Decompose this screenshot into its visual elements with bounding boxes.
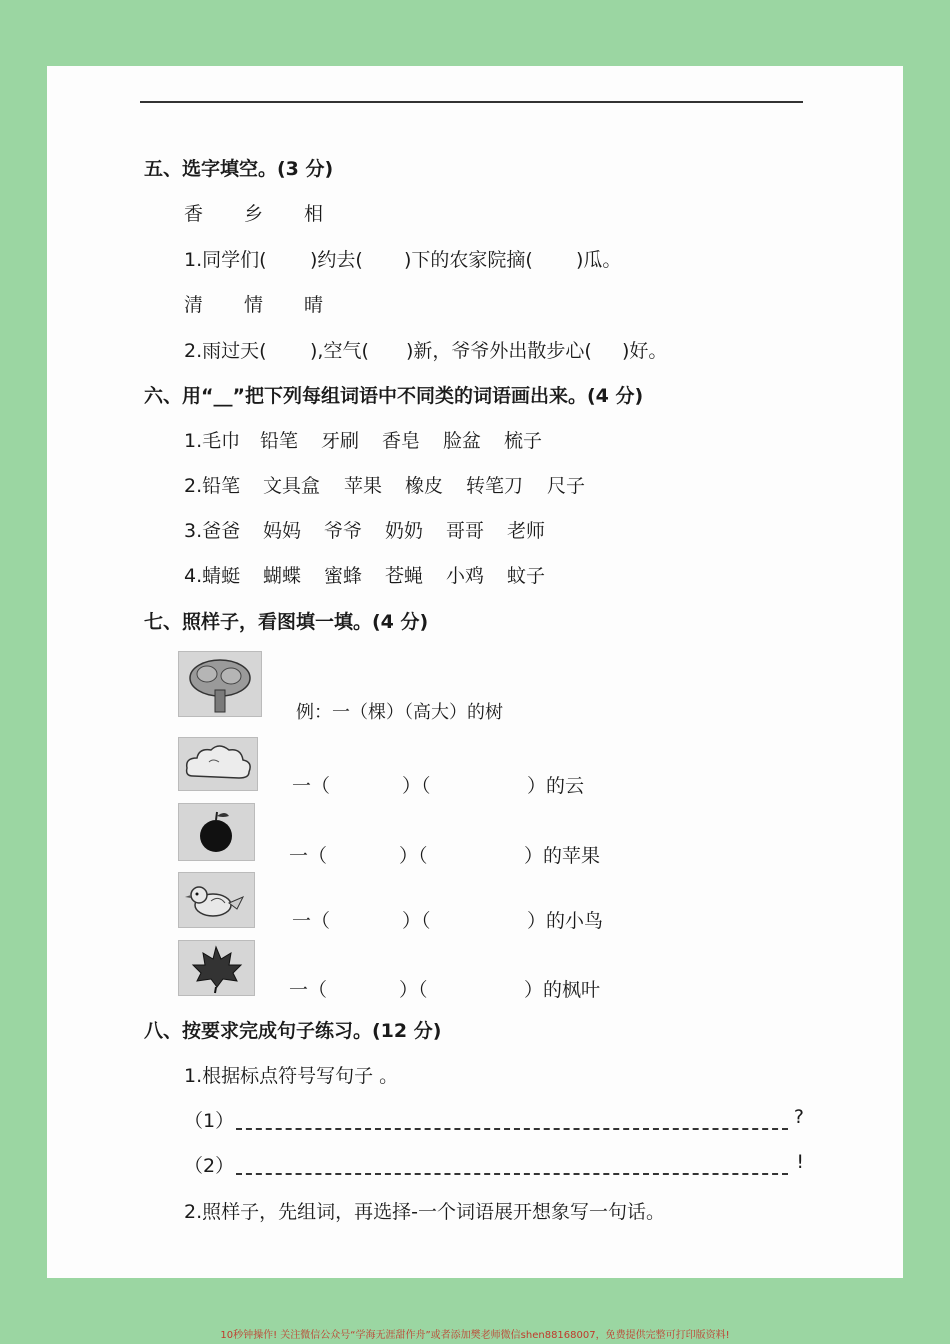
char-option: 清 [184, 294, 204, 316]
section8-question-1: 1.根据标点符号写句子 。 [184, 1065, 399, 1087]
word-group-row [184, 516, 545, 543]
fill-text: 一（ [289, 845, 328, 867]
word: 蝴蝶 [263, 565, 302, 587]
line-end-mark: ? [793, 1106, 804, 1128]
footer-promo: 10秒钟操作! 关注微信公众号“学海无涯甜作舟”或者添加樊老师微信shen88168007，免费提供完整可打印版资料! [220, 1330, 730, 1341]
word: 脸盆 [443, 430, 482, 452]
blank-text: 1.同学们( [184, 249, 267, 271]
blank-text: )瓜。 [576, 249, 622, 271]
answer-underline [236, 1128, 788, 1130]
char-option: 香 [184, 203, 204, 225]
example-line: 例：一（棵）（高大）的树 [296, 702, 503, 723]
fill-text: ）（ [402, 775, 431, 797]
header-rule [140, 101, 803, 103]
char-option: 乡 [244, 203, 264, 225]
fill-text: ）（ [402, 910, 431, 932]
word-group-row [184, 561, 545, 588]
word: 转笔刀 [466, 475, 524, 497]
section8-title: 八、按要求完成句子练习。(12 分) [144, 1020, 442, 1042]
fill-text: ）（ [399, 979, 428, 1001]
section5-question-1 [184, 245, 621, 272]
word: 文具盒 [263, 475, 321, 497]
fill-text: ）（ [399, 845, 428, 867]
word: 香皂 [382, 430, 421, 452]
answer-underline [236, 1173, 788, 1175]
section5-question-2 [184, 336, 667, 363]
char-option: 晴 [304, 294, 324, 316]
blank-text: )新，爷爷外出散步心( [406, 340, 592, 362]
word: 1.毛巾 [184, 430, 241, 452]
word: 妈妈 [263, 520, 302, 542]
fill-text: ）的小鸟 [527, 910, 604, 932]
word-group-row [184, 471, 585, 498]
fill-text: 一（ [289, 979, 328, 1001]
line-label: （1） [184, 1110, 235, 1132]
maple-leaf-icon [178, 940, 255, 996]
tree-icon [178, 651, 262, 717]
word: 尺子 [547, 475, 586, 497]
fill-text: 一（ [292, 910, 331, 932]
line-label: （2） [184, 1155, 235, 1177]
section5-char-options-1 [184, 199, 323, 226]
fill-line-maple-leaf [289, 975, 600, 1002]
section5-char-options-2 [184, 290, 323, 317]
blank-text: )好。 [622, 340, 668, 362]
word: 哥哥 [446, 520, 485, 542]
word: 苍蝇 [385, 565, 424, 587]
fill-line-bird [292, 906, 603, 933]
line-end-mark: ! [796, 1151, 804, 1173]
answer-line-question [184, 1106, 804, 1134]
fill-text: ）的云 [527, 775, 585, 797]
word: 牙刷 [321, 430, 360, 452]
worksheet-page [47, 66, 903, 1278]
word: 蚊子 [507, 565, 546, 587]
bird-icon [178, 872, 255, 928]
word: 奶奶 [385, 520, 424, 542]
fill-text: ）的枫叶 [524, 979, 601, 1001]
apple-icon [178, 803, 255, 861]
word: 橡皮 [405, 475, 444, 497]
blank-text: 2.雨过天( [184, 340, 267, 362]
fill-text: 一（ [292, 775, 331, 797]
fill-line-cloud [292, 771, 584, 798]
char-option: 相 [304, 203, 324, 225]
fill-text: ）的苹果 [524, 845, 601, 867]
word: 老师 [507, 520, 546, 542]
answer-line-exclamation [184, 1151, 804, 1179]
word: 4.蜻蜓 [184, 565, 241, 587]
cloud-icon [178, 737, 258, 791]
word: 蜜蜂 [324, 565, 363, 587]
word: 苹果 [344, 475, 383, 497]
word: 梳子 [504, 430, 543, 452]
word: 2.铅笔 [184, 475, 241, 497]
blank-text: )下的农家院摘( [404, 249, 533, 271]
section7-title: 七、照样子，看图填一填。(4 分) [144, 611, 429, 633]
word: 铅笔 [260, 430, 299, 452]
section8-question-2: 2.照样子，先组词，再选择-一个词语展开想象写一句话。 [184, 1201, 665, 1223]
section6-title: 六、用“__”把下列每组词语中不同类的词语画出来。(4 分) [144, 385, 644, 407]
word: 爷爷 [324, 520, 363, 542]
char-option: 情 [244, 294, 264, 316]
word: 3.爸爸 [184, 520, 241, 542]
section5-title: 五、选字填空。(3 分) [144, 158, 334, 180]
word: 小鸡 [446, 565, 485, 587]
fill-line-apple [289, 841, 600, 868]
blank-text: )约去( [310, 249, 363, 271]
word-group-row [184, 426, 542, 453]
blank-text: ),空气( [310, 340, 369, 362]
